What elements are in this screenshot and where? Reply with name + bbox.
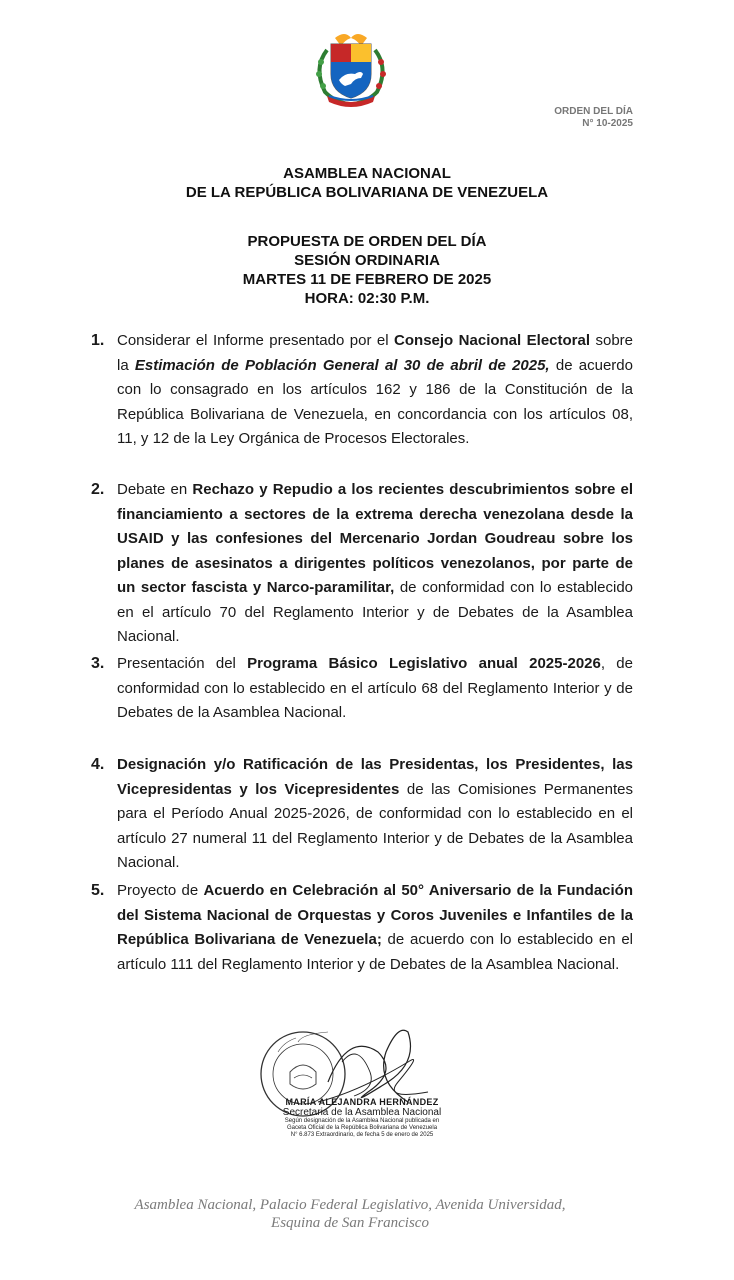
footer-address xyxy=(0,1196,700,1232)
body-text: Debate en xyxy=(117,481,193,498)
session-line-3: MARTES 11 DE FEBRERO DE 2025 xyxy=(242,271,492,288)
signature-block xyxy=(260,1097,464,1139)
appointment-note-3: N° 6.873 Extraordinario, de fecha 5 de enero de 2025 xyxy=(290,1132,434,1138)
item-number: 5. xyxy=(91,882,105,899)
session-title xyxy=(0,232,734,308)
item-text xyxy=(117,478,633,650)
order-label: ORDEN DEL DÍA xyxy=(554,106,633,117)
agenda-item-5 xyxy=(91,879,633,977)
title-line-2: DE LA REPÚBLICA BOLIVARIANA DE VENEZUELA xyxy=(185,184,549,201)
body-text: de conformidad con lo establecido en el artículo 70 del Reglamento Interior y de Debates de la Asamblea Nacional. xyxy=(117,579,634,645)
body-text: Presentación del xyxy=(117,655,248,672)
agenda-item-1 xyxy=(91,329,633,452)
session-line-4: HORA: 02:30 P.M. xyxy=(304,290,430,307)
coat-of-arms-logo xyxy=(305,30,397,108)
body-text: de acuerdo con lo establecido en el artículo 111 del Reglamento Interior y de Debates de la Asamblea Nacional. xyxy=(117,931,633,973)
emphasis-text: Rechazo y Repudio a los recientes descubrimientos sobre el financiamiento a sectores de la extrema derecha venezolana desde la USAID y las confesiones del Mercenario Jordan Goudreau sobre los planes de asesinatos a dirigentes políticos venezolanos, por parte de un sector fascista y Narco-paramilitar, xyxy=(117,481,633,596)
item-text xyxy=(117,879,633,977)
body-text: Considerar el Informe presentado por el xyxy=(117,332,395,349)
body-text: Proyecto de xyxy=(117,882,204,899)
emphasis-text: Programa Básico Legislativo anual 2025-2026 xyxy=(247,655,601,672)
session-line-1: PROPUESTA DE ORDEN DEL DÍA xyxy=(247,233,487,250)
body-text: de las Comisiones Permanentes para el Período Anual 2025-2026, de conformidad con lo establecido en el artículo 27 numeral 11 del Reglamento Interior y de Debates de la Asamblea Nacional. xyxy=(117,780,634,871)
item-number: 1. xyxy=(91,332,105,349)
order-number: N° 10-2025 xyxy=(582,118,633,129)
item-number: 4. xyxy=(91,756,105,773)
body-text: de acuerdo con lo consagrado en los artículos 162 y 186 de la Constitución de la República Bolivariana de Venezuela, en concordancia con los artículos 08, 11, y 12 de la Ley Orgánica de Procesos Electorales. xyxy=(117,356,633,447)
body-text: , de conformidad con lo establecido en el artículo 68 del Reglamento Interior y de Debates de la Asamblea Nacional. xyxy=(117,655,633,721)
footer-line-2: Esquina de San Francisco xyxy=(271,1215,429,1231)
emphasis-text: Acuerdo en Celebración al 50° Aniversario de la Fundación del Sistema Nacional de Orquestas y Coros Juveniles e Infantiles de la República Bolivariana de Venezuela; xyxy=(117,882,633,948)
appointment-note-2: Gaceta Oficial de la República Bolivariana de Venezuela xyxy=(286,1125,438,1131)
agenda-item-2 xyxy=(91,478,633,650)
item-text xyxy=(117,652,633,726)
title-line-1: ASAMBLEA NACIONAL xyxy=(283,165,451,182)
emphasis-text: Designación y/o Ratificación de las Presidentas, los Presidentes, las Vicepresidentas y los Vicepresidentes xyxy=(117,756,633,798)
item-text xyxy=(117,753,633,876)
order-reference xyxy=(554,106,633,130)
agenda-item-3 xyxy=(91,652,633,726)
session-line-2: SESIÓN ORDINARIA xyxy=(294,252,440,269)
footer-line-1: Asamblea Nacional, Palacio Federal Legislativo, Avenida Universidad, xyxy=(134,1197,566,1213)
emphasis-text: Estimación de Población General al 30 de abril de 2025, xyxy=(134,356,550,374)
agenda-item-4 xyxy=(91,753,633,876)
signatory-role: Secretaria de la Asamblea Nacional xyxy=(282,1107,442,1118)
item-text xyxy=(117,329,633,452)
appointment-note-1: Según designación de la Asamblea Nacional publicada en xyxy=(284,1118,440,1124)
body-text: sobre la xyxy=(117,332,633,374)
item-number: 2. xyxy=(91,481,105,498)
signatory-name: MARÍA ALEJANDRA HERNÁNDEZ xyxy=(285,1097,439,1107)
emphasis-text: Consejo Nacional Electoral xyxy=(394,332,591,349)
item-number: 3. xyxy=(91,655,105,672)
institution-title xyxy=(0,164,734,202)
